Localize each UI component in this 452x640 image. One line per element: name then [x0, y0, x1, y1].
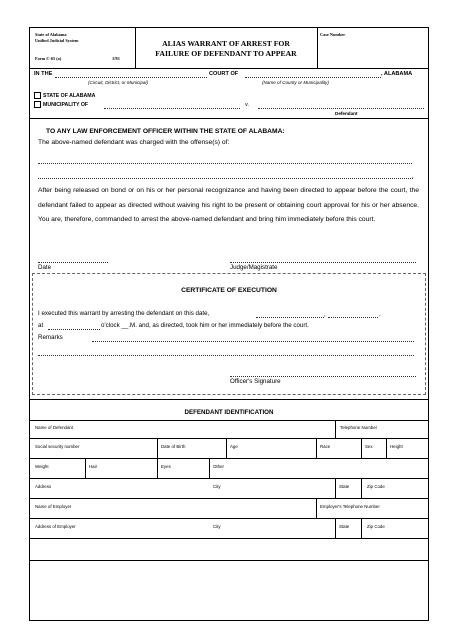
certificate-comma: , — [324, 311, 326, 318]
municipality-checkbox[interactable] — [34, 101, 41, 108]
offense-line-1[interactable] — [38, 163, 412, 164]
race-field[interactable]: Race — [320, 444, 331, 449]
identification-heading: DEFENDANT IDENTIFICATION — [184, 409, 274, 416]
warrant-form — [29, 27, 429, 621]
id-sep — [361, 518, 362, 538]
officer-signature-label: Officer's Signature — [230, 378, 281, 385]
id-sep — [335, 420, 336, 438]
state-of-alabama-checkbox[interactable] — [34, 92, 41, 99]
id-sep — [335, 478, 336, 498]
remarks-line-1[interactable] — [92, 341, 414, 342]
id-rule-1 — [30, 438, 428, 439]
id-sep — [226, 438, 227, 458]
id-rule-4 — [30, 498, 428, 499]
id-sep — [386, 438, 387, 458]
execution-year-field[interactable] — [328, 317, 378, 318]
employer-state-field[interactable]: State — [339, 524, 350, 529]
id-sep — [316, 438, 317, 458]
alabama-label: , ALABAMA — [381, 71, 413, 77]
state-option-label: STATE OF ALABAMA — [43, 93, 96, 99]
id-sep — [316, 498, 317, 518]
form-title-line2: FAILURE OF DEFENDANT TO APPEAR — [155, 49, 297, 58]
id-rule-6 — [30, 538, 428, 539]
employer-zip-field[interactable]: Zip Code — [367, 524, 385, 529]
form-number: Form C-65 (a) — [35, 56, 62, 61]
certificate-at-label: at — [38, 322, 44, 329]
offense-line-2[interactable] — [38, 178, 413, 179]
city-field[interactable]: City — [213, 484, 221, 489]
charged-text: The above-named defendant was charged with the offense(s) of: — [38, 139, 230, 146]
eyes-field[interactable]: Eyes — [161, 464, 171, 469]
header-bottom-rule — [30, 68, 428, 69]
remarks-label: Remarks — [38, 334, 63, 341]
form-title — [136, 39, 316, 59]
employer-address-field[interactable]: Address of Employer — [35, 524, 76, 529]
employer-city-field[interactable]: City — [213, 524, 221, 529]
state-field[interactable]: State — [339, 484, 350, 489]
form-title-line1: ALIAS WARRANT OF ARREST FOR — [162, 39, 290, 48]
court-bottom-rule — [30, 118, 428, 119]
address-field[interactable]: Address — [35, 484, 52, 489]
certificate-period: . — [379, 311, 381, 318]
age-field[interactable]: Age — [230, 444, 238, 449]
weight-field[interactable]: Weight — [35, 464, 49, 469]
versus-label: v. — [245, 102, 249, 108]
sex-field[interactable]: Sex — [365, 444, 373, 449]
id-rule-5 — [30, 518, 428, 519]
form-date: 1/93 — [112, 56, 120, 61]
name-of-defendant-field[interactable]: Name of Defendant — [35, 425, 74, 430]
warrant-date-label: Date — [38, 264, 52, 271]
other-field[interactable]: Other — [213, 464, 224, 469]
zip-field[interactable]: Zip Code — [367, 484, 385, 489]
certificate-heading: CERTIFICATE OF EXECUTION — [181, 287, 277, 294]
execution-time-field[interactable] — [48, 329, 100, 330]
judge-label: Judge/Magistrate — [230, 264, 278, 271]
id-sep — [209, 458, 210, 478]
state-label: State of Alabama — [35, 32, 67, 37]
id-sep — [85, 458, 86, 478]
identification-table — [30, 420, 428, 580]
in-the-label: IN THE — [34, 71, 53, 77]
officer-signature-field[interactable] — [230, 376, 416, 377]
employer-name-field[interactable]: Name of Employer — [35, 504, 72, 509]
execution-date-field[interactable] — [256, 317, 324, 318]
telephone-field[interactable]: Telephone Number — [340, 425, 378, 430]
id-rule-2 — [30, 458, 428, 459]
id-sep — [361, 438, 362, 458]
dob-field[interactable]: Date of Birth — [161, 444, 186, 449]
id-sep — [157, 438, 158, 458]
certificate-bottom-rule — [30, 399, 428, 400]
hair-field[interactable]: Hair — [89, 464, 98, 469]
municipality-option-label: MUNICIPALITY OF — [43, 102, 89, 108]
employer-phone-field[interactable]: Employer's Telephone Number — [320, 504, 380, 509]
certificate-line1-text: I executed this warrant by arresting the defendant on this date, — [38, 310, 210, 317]
case-number-field[interactable] — [318, 39, 428, 67]
case-number-label: Case Number — [320, 32, 346, 37]
id-sep — [157, 458, 158, 478]
certificate-line2-text: o'clock __.M. and, as directed, took him or her immediately before the court. — [101, 322, 309, 329]
remarks-line-2[interactable] — [38, 355, 414, 356]
judge-signature-field[interactable] — [230, 262, 416, 263]
warrant-date-field[interactable] — [38, 262, 108, 263]
id-rule-3 — [30, 478, 428, 479]
id-sep — [335, 518, 336, 538]
municipality-field[interactable] — [104, 108, 240, 109]
offense-period: . — [412, 173, 414, 180]
circuit-hint: (Circuit, District, or Municipal) — [88, 80, 148, 85]
id-rule-0 — [30, 420, 428, 421]
id-rule-7 — [30, 560, 428, 561]
id-sep — [361, 478, 362, 498]
defendant-label: Defendant — [335, 111, 358, 116]
height-field[interactable]: Height — [390, 444, 403, 449]
county-field[interactable] — [245, 77, 381, 78]
warrant-body-text: After being released on bond or on his or her personal recognizance and having been directed to appear before the court, the defendant failed to appear as directed without waiving his right to be present or obtaining court approval for his or her absence. You are, therefore, commanded to arrest the above-named defendant and bring him immediately before this court. — [38, 187, 419, 223]
ssn-field[interactable]: Social security number — [35, 444, 80, 449]
court-system-label: Unified Judicial System — [35, 38, 79, 43]
court-type-field[interactable] — [55, 77, 207, 78]
warrant-heading: TO ANY LAW ENFORCEMENT OFFICER WITHIN THE STATE OF ALABAMA: — [46, 128, 285, 135]
defendant-name-field[interactable] — [258, 108, 424, 109]
court-of-label: COURT OF — [209, 71, 239, 77]
county-hint: (Name of County or Municipality) — [262, 80, 329, 85]
